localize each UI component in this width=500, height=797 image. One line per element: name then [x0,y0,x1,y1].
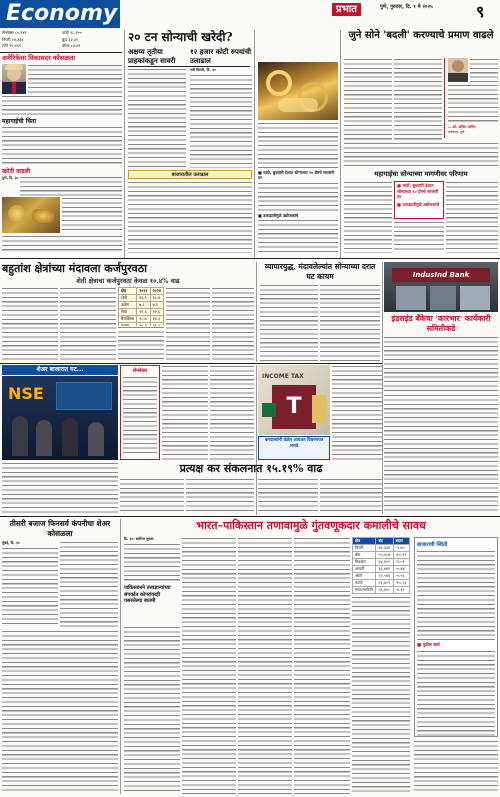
article-purchase-body-2 [62,197,122,233]
table-cell: २८.७ [137,316,150,323]
indices-table-wrap [352,537,410,594]
table-cell: २१,६०९ [376,580,393,587]
headline-america: अमेरिकेचा विकासदर कोसळला [2,54,76,62]
article-loans-b [60,287,116,361]
headline-gold-buy: २० टन सोन्याची खरेदी? [128,30,233,44]
headline-akshaya: अक्षय्य तृतीया प्राहकांकडून सावरी [128,47,176,65]
subhead-purchase: खरेदी वाढली [2,168,31,175]
table-cell: २२.६ [137,309,150,316]
gold-ornament-photo [258,62,338,120]
table-cell: आयटी [353,566,376,573]
article-vyapar-b [320,284,380,362]
market-item: क्रूड ६२.३० [62,36,79,42]
article-tax-a [332,365,382,460]
market-heading-box: बाजारातील उलाढाल [128,170,252,179]
article-loans-c [118,326,164,361]
article-tax-c [186,478,254,514]
table-row [119,302,164,309]
date-line: पुणे, गुरुवार, दि. १ मे २०२५ [380,4,433,10]
table-cell: -१.०१ [393,559,409,566]
headline-crore: १२ हजार कोटी रुपयांची उलाढाल [190,47,252,65]
article-bajaj-c [2,630,118,794]
tax-return-box [258,436,330,460]
article-america-body-2 [2,95,122,117]
article-indices-below [352,596,410,794]
table-cell: १६.९ [137,295,150,302]
article-right-bottom [414,740,498,794]
table-row [119,295,164,302]
expert-quote-box [444,58,498,138]
headline-direct-tax: प्रत्यक्ष कर संकलनात १५.१९% वाढ [179,462,323,475]
table-cell: -०.३२ [393,587,409,594]
india-tax-bullet: ■ पुढील खर्च [417,643,440,648]
table-row [353,566,410,573]
table-cell: ५४,१०२ [376,559,393,566]
bullet-gold-1: ■ चांदी, बुधवारी देशात सोन्याच्या १० ग्रॅमचे सरासरी दर [258,170,334,180]
mahagai-bullet-box [394,181,444,219]
tax-return-headline: करदात्यांनी वेळेत आयकर विवरणपत्र भरावे [264,438,324,449]
table-cell: ३६,४४१ [376,566,393,573]
bullet-gold-2: ■ उलाढालीमुळे उद्योजकांचे [258,213,299,218]
table-cell: २२,५१४ [376,573,393,580]
article-loans-e [212,287,254,361]
table-row [119,309,164,316]
indusind-sign: IndusInd Bank [392,268,490,282]
loan-table-header: क्षेत्र [119,288,137,295]
article-mahagai-c [446,181,498,253]
market-item: चांदी ९८,९०० [62,30,82,35]
article-old-gold-b [394,58,442,140]
market-status-title: बाजाराची स्थिती [417,542,448,548]
headline-mahagai: महागाईचा सोन्याच्या मागणीवर परिणाम [374,170,468,178]
table-cell: उद्योग [119,302,137,309]
headline-indo-pak: भारत–पाकिस्तान तणावामुळे गुंतवणूकदार कमालीचे सावध [196,519,426,532]
article-loans-a [2,287,58,361]
table-cell: निफ्टी [353,545,376,552]
article-purchase-body-3 [2,235,122,253]
loan-table-wrap [118,287,164,330]
market-item: निफ्टी २४,३३४ [2,36,24,42]
paper-name: प्रभात [332,3,361,16]
bullet-gold-1-repeat: ■ चांदी, बुधवारी देशात सोन्याच्या १० ग्रॅमचे सरासरी दर [397,183,439,200]
byline-new-delhi: नवी दिल्ली, दि. ३० [190,68,216,72]
article-old-gold-c [344,142,498,168]
table-cell: ७.१ [150,302,163,309]
article-indusind-b [384,394,498,512]
market-item: सेन्सेक्स ८०,२४२ [2,30,27,35]
indices-table-header: बंद [376,538,393,545]
table-cell: १४.३ [150,316,163,323]
market-status-box [414,537,498,737]
page-number: ९ [476,2,485,21]
table-row [353,559,410,566]
article-indopak-e [294,537,350,794]
table-row [353,545,410,552]
expert-name: — डॉ. अमित पाटील [448,125,476,129]
market-item: सोने ९५,४६९ [2,43,21,48]
table-row [119,316,164,323]
indices-table-header: क्षेत्र [353,538,376,545]
indices-table [352,537,410,594]
loan-table-header: २०२३ [137,288,150,295]
table-cell: सेवा [119,309,137,316]
share-market-banner: शेअर बाजारात घट... [2,365,118,375]
table-cell: वैयक्तिक [119,316,137,323]
table-cell: शेती [119,295,137,302]
table-cell: ७.८ [137,302,150,309]
headline-indusind: इंडसइंड बँकेचा 'कारभार' कार्यकारी समितीकडे [391,314,491,333]
article-tax-b [120,478,184,514]
article-indusind-a [384,336,498,392]
article-old-gold-a [344,58,392,140]
table-cell: ५६,४५८ [376,587,393,594]
table-cell: एफएमसीजी [353,587,376,594]
loan-table-header: २०२४ [150,288,163,295]
article-mahagai-b [394,221,444,253]
masthead [0,0,500,28]
table-cell: +०.१२ [393,552,409,559]
indusind-photo [384,262,498,312]
table-row [353,573,410,580]
table-cell: बँक [353,552,376,559]
table-cell: -२.७५ [393,545,409,552]
jewellery-shop-photo [2,197,60,233]
table-cell: -०.५६ [393,573,409,580]
article-tax-d [258,478,318,514]
article-market-b [210,365,254,460]
article-gold-col-d [258,182,338,212]
article-indopak-b [124,626,180,794]
article-indopak-c [182,537,236,794]
income-tax-photo: INCOME TAX T [258,365,330,435]
sensex-box-title: सेन्सेक्स [132,368,148,374]
table-cell: ५५,०८७ [376,552,393,559]
article-gold-col-b [190,74,252,168]
article-tax-e [320,478,382,514]
table-cell: १०.४ [150,295,163,302]
article-america-body [28,64,122,94]
section-title: Economy [0,0,120,28]
table-cell: -०.४४ [393,566,409,573]
table-cell: मिडकॅप [353,559,376,566]
table-cell: ऑटो [353,573,376,580]
headline-vyapar: व्यापारयुद्ध, मंदावलेल्यांत सोन्याच्या दरात घट कायम [264,262,376,281]
table-cell: फार्मा [353,580,376,587]
article-mahagai-a [344,181,392,253]
headline-old-gold: जुने सोने 'बदली' करण्याचे प्रमाण वाढले [348,30,494,41]
market-strip [2,30,122,52]
trump-photo [2,64,26,94]
expert-photo [448,58,468,82]
article-indopak-d [238,537,292,794]
article-bajaj-b [60,541,118,627]
byline-pune: पुणे, दि. ३० [2,176,19,180]
nse-photo [2,376,118,460]
article-nse-caption [2,462,118,514]
article-purchase-body [20,176,122,196]
indo-pak-subhead: पाकिस्तानने तत्त्वज्ञान्यांच्या संपर्कात कोपरांवरही घसरलेल्या बातमी [124,585,171,604]
headline-loans: बहुतांश क्षेत्रांच्या मंदावला कर्जपुरवठा [2,262,148,275]
table-row [353,587,410,594]
article-gold-market [128,181,252,253]
table-cell: १२.६ [150,309,163,316]
subhead-inflation: महागाईची चिंता [2,118,36,125]
expert-role: अर्थतज्ज्ञ, पुणे [448,130,465,134]
article-market-a [162,365,208,460]
loan-table [118,287,164,330]
subhead-agri-credit: शेती क्षेत्राचा कर्जपुरवठा केवळ १०.४% वाढ [76,277,180,285]
byline-mumbai: मुंबई, दि. ३० [2,541,20,545]
article-inflation-body [2,126,122,166]
article-vyapar-a [260,284,318,362]
article-loans-d [166,287,210,361]
table-row [353,580,410,587]
indices-table-header: बदल [393,538,409,545]
article-gold-col-a [128,68,186,168]
article-indopak-a [124,543,180,583]
headline-bajaj: तीसरी बजाज फिनसर्व कंपनीचा शेअर कोसळला [9,519,111,538]
article-gold-col-e [258,219,338,253]
bullet-gold-2-repeat: ■ उलाढालीमुळे उद्योजकांचे [397,201,440,207]
byline-agency: दि. ३०: सर्वोच्च सुरक्षा [124,537,154,541]
income-tax-label: INCOME TAX [262,373,304,380]
article-bajaj-a [2,547,58,627]
sensex-box [120,365,160,460]
table-cell: +०.२३ [393,580,409,587]
table-cell: २४,३३४ [376,545,393,552]
table-row [353,552,410,559]
nse-logo: NSE [8,384,44,403]
article-gold-col-c [258,122,338,168]
market-item: डॉलर ८४.४९ [62,43,81,48]
